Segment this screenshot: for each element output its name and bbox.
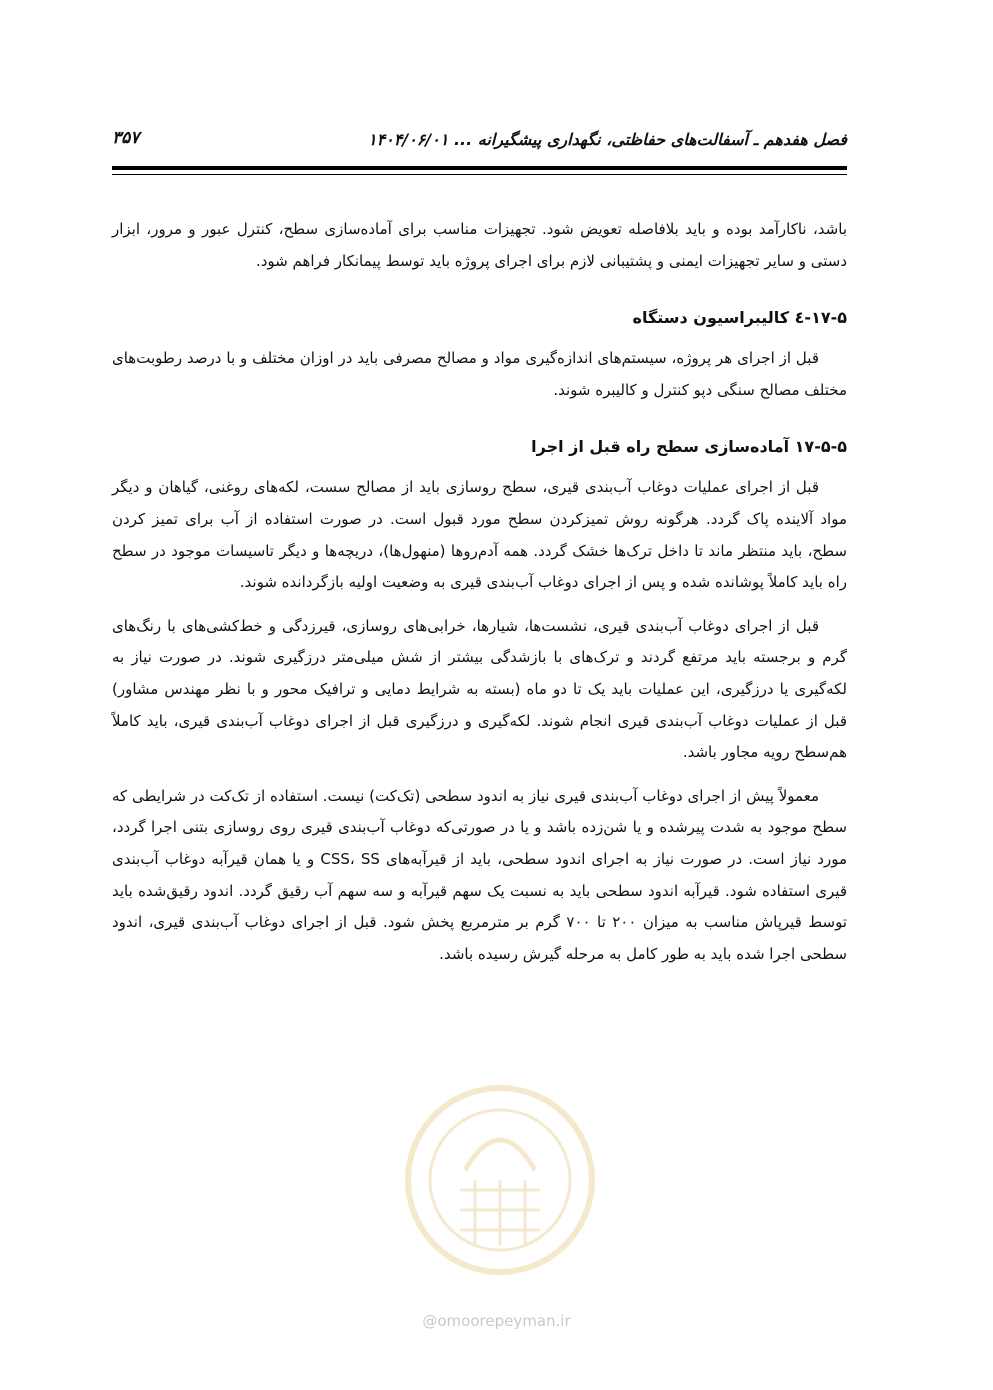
chapter-title: فصل هفدهم ـ آسفالت‌های حفاظتی، نگهداری پیشگیرانه ... ۱۴۰۴/۰۶/۰۱ xyxy=(367,130,847,149)
section-heading-calibration: ۱۷-۵-٤ کالیبراسیون دستگاه xyxy=(632,308,847,328)
page-body xyxy=(112,214,847,970)
section-heading-surface-prep: ۱۷-۵-۵ آماده‌سازی سطح راه قبل از اجرا xyxy=(531,437,847,457)
paragraph-continuation: باشد، ناکارآمد بوده و باید بلافاصله تعویض شود. تجهیزات مناسب برای آماده‌سازی سطح، کنترل عبور و مرور، ابزار دستی و سایر تجهیزات ایمنی و پشتیبانی لازم برای اجرای پروژه باید توسط پیمانکار فراهم شود. xyxy=(112,220,847,270)
watermark-url: @omoorepeyman.ir xyxy=(422,1312,571,1330)
header-rule-thin xyxy=(112,174,847,175)
paragraph-crack-sealing: قبل از اجرای دوغاب آب‌بندی قیری، نشست‌ها، شیارها، خرابی‌های روسازی، قیرزدگی و خط‌کشی‌های با رنگ‌های گرم و برجسته باید مرتفع گردند و ترک‌های با بازشدگی بیشتر از شش میلی‌متر درزگیری شوند. در صورت نیاز به لکه‌گیری یا درزگیری، این عملیات باید یک تا دو ماه (بسته به شرایط دمایی و ترافیک محور و با نظر مهندس مشاور) قبل از عملیات دوغاب آب‌بندی قیری انجام شوند. لکه‌گیری و درزگیری قبل از اجرای دوغاب آب‌بندی قیری، باید کاملاً هم‌سطح رویه مجاور باشد. xyxy=(112,616,847,762)
paragraph-calibration: قبل از اجرای هر پروژه، سیستم‌های اندازه‌گیری مواد و مصالح مصرفی باید در اوزان مختلف و با درصد رطوبت‌های مختلف مصالح سنگی دپو کنترل و کالیبره شوند. xyxy=(112,349,847,399)
paragraph-surface-cleaning: قبل از اجرای عملیات دوغاب آب‌بندی قیری، سطح روسازی باید از مصالح سست، لکه‌های روغنی، گیاهان و دیگر مواد آلاینده پاک گردد. هرگونه روش تمیزکردن سطح مورد قبول است. در صورت استفاده از آب برای تمیز کردن سطح، باید منتظر ماند تا داخل ترک‌ها خشک گردد. همه آدم‌روها (منهول‌ها)، دریچه‌ها و دیگر تاسیسات موجود در سطح راه باید کاملاً پوشانده شده و پس از اجرای دوغاب آب‌بندی قیری به وضعیت اولیه بازگردانده شوند. xyxy=(112,478,847,592)
page-number: ۳۵۷ xyxy=(112,128,140,148)
header-rule-thick xyxy=(112,166,847,170)
paragraph-tack-coat: معمولاً پیش از اجرای دوغاب آب‌بندی قیری نیاز به اندود سطحی (تک‌کت) نیست. استفاده از تک‌کت در شرایطی که سطح موجود به شدت پیرشده و یا شن‌زده باشد و یا در صورتی‌که دوغاب آب‌بندی قیری روی روسازی بتنی اجرا گردد، مورد نیاز است. در صورت نیاز به اجرای اندود سطحی، باید از قیرآبه‌های CSS، SS و یا همان قیرآبه دوغاب آب‌بندی قیری استفاده شود. قیرآبه اندود سطحی باید به نسبت یک سهم قیرآبه و سه سهم آب رقیق گردد. اندود رقیق‌شده باید توسط قیرپاش مناسب به میزان ۲۰۰ تا ۷۰۰ گرم بر مترمربع پخش شود. قبل از اجرای دوغاب آب‌بندی قیری، اندود سطحی اجرا شده باید به طور کامل به مرحله گیرش رسیده باشد. xyxy=(112,786,848,963)
watermark-seal-icon xyxy=(370,1080,630,1280)
page-header xyxy=(112,122,847,156)
